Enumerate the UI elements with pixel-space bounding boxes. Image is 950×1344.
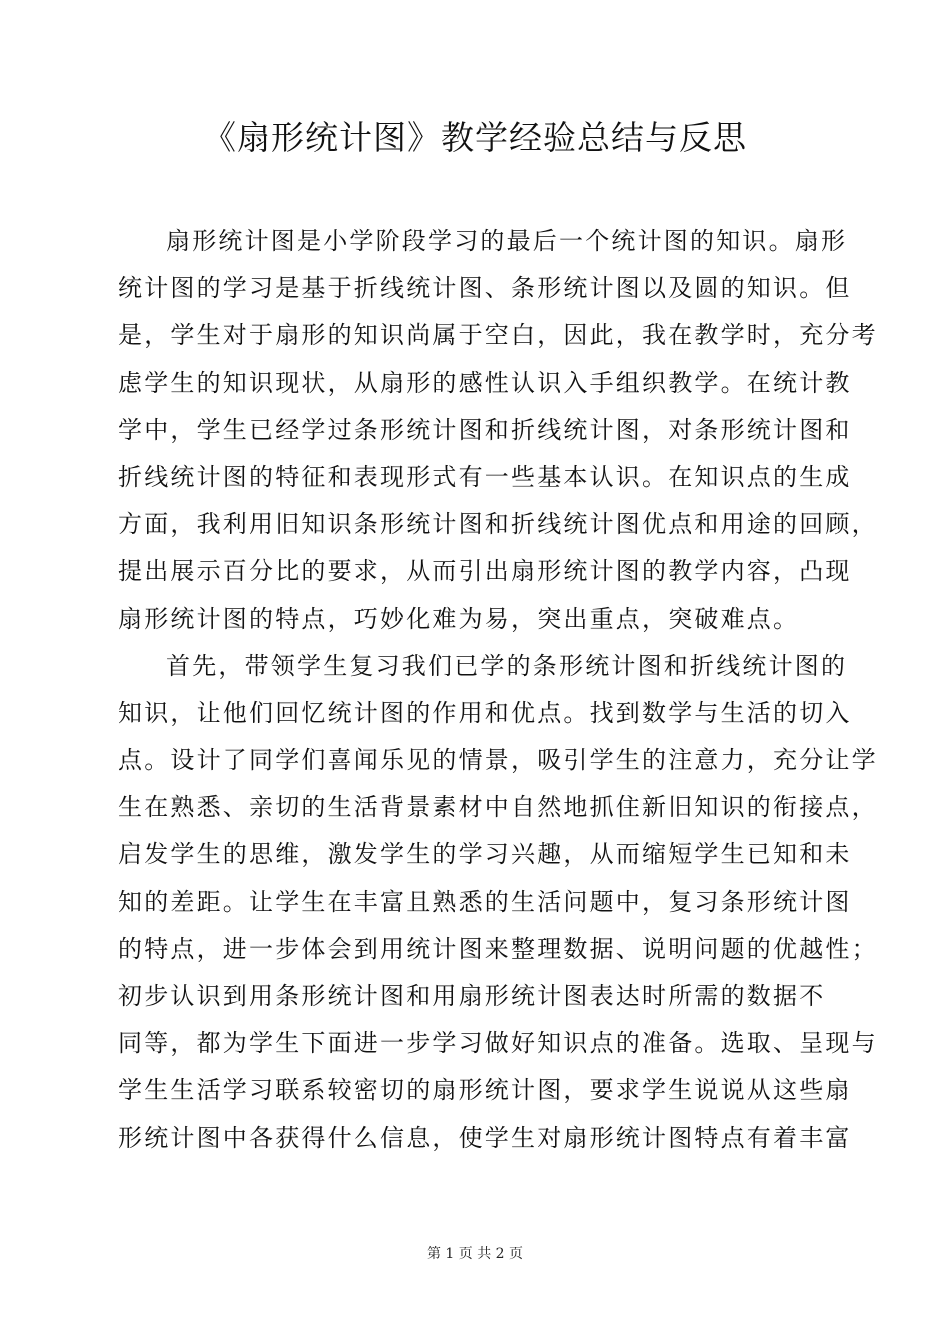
paragraph-line: 形统计图中各获得什么信息，使学生对扇形统计图特点有着丰富 <box>118 1123 852 1152</box>
paragraph-line: 初步认识到用条形统计图和用扇形统计图表达时所需的数据不 <box>118 982 826 1010</box>
paragraph-line: 扇形统计图是小学阶段学习的最后一个统计图的知识。扇形 <box>166 227 848 255</box>
paragraph-line: 学中，学生已经学过条形统计图和折线统计图，对条形统计图和 <box>118 415 852 444</box>
page-footer: 第 1 页 共 2 页 <box>426 1246 524 1262</box>
paragraph-line: 方面，我利用旧知识条形统计图和折线统计图优点和用途的回顾， <box>118 510 878 539</box>
paragraph-2 <box>118 643 878 1162</box>
paragraph-line: 学生生活学习联系较密切的扇形统计图，要求学生说说从这些扇 <box>118 1076 852 1105</box>
page-title: 《扇形统计图》教学经验总结与反思 <box>203 118 747 157</box>
paragraph-line: 知的差距。让学生在丰富且熟悉的生活问题中，复习条形统计图 <box>118 887 852 916</box>
paragraph-line: 同等，都为学生下面进一步学习做好知识点的准备。选取、呈现与 <box>118 1029 878 1058</box>
paragraph-line: 扇形统计图的特点，巧妙化难为易，突出重点，突破难点。 <box>118 604 800 633</box>
paragraph-line: 虑学生的知识现状，从扇形的感性认识入手组织教学。在统计教 <box>118 368 852 397</box>
paragraph-line: 的特点，进一步体会到用统计图来整理数据、说明问题的优越性； <box>118 934 878 963</box>
paragraph-line: 生在熟悉、亲切的生活背景素材中自然地抓住新旧知识的衔接点， <box>118 793 878 822</box>
paragraph-line: 提出展示百分比的要求，从而引出扇形统计图的教学内容，凸现 <box>118 557 852 586</box>
document-body <box>118 218 878 1162</box>
paragraph-line: 是，学生对于扇形的知识尚属于空白，因此，我在教学时，充分考 <box>118 321 878 350</box>
paragraph-line: 首先，带领学生复习我们已学的条形统计图和折线统计图的 <box>166 651 848 680</box>
paragraph-line: 点。设计了同学们喜闻乐见的情景，吸引学生的注意力，充分让学 <box>118 746 878 775</box>
paragraph-line: 折线统计图的特征和表现形式有一些基本认识。在知识点的生成 <box>118 462 852 491</box>
paragraph-line: 知识，让他们回忆统计图的作用和优点。找到数学与生活的切入 <box>118 698 852 727</box>
paragraph-line: 统计图的学习是基于折线统计图、条形统计图以及圆的知识。但 <box>118 274 852 303</box>
paragraph-1 <box>118 218 878 643</box>
paragraph-line: 启发学生的思维，激发学生的学习兴趣，从而缩短学生已知和未 <box>118 840 852 869</box>
